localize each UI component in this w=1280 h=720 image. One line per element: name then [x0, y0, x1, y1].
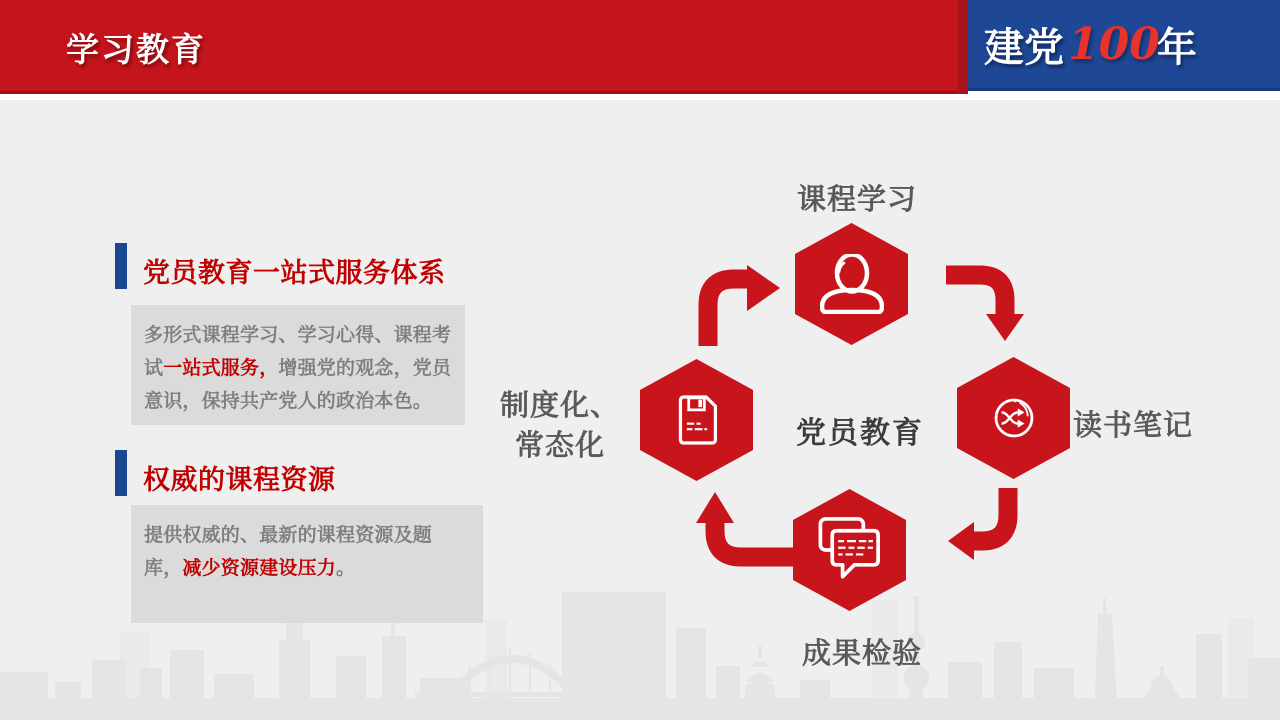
diagram-center-label: 党员教育 — [796, 417, 924, 450]
floppy-disk-icon — [674, 393, 720, 447]
node-result-check — [793, 489, 906, 611]
body-text: 提供权威的、最新的课程资源及题库， — [144, 525, 433, 579]
body-text: 。 — [336, 558, 356, 579]
section-heading: 权威的课程资源 — [143, 465, 336, 495]
body-text-highlight: 一站式服务， — [163, 358, 279, 379]
chat-bubbles-icon — [813, 514, 887, 586]
arrow-right-to-bottom — [946, 488, 1030, 570]
badge-number: 100 — [1068, 18, 1160, 70]
body-text: 增强党的观念，党员意识，保持共产党人的政治本色。 — [144, 358, 452, 412]
banner-divider — [958, 0, 968, 94]
header-blue-banner — [968, 0, 1280, 91]
node-label-institutionalize: 制度化、常态化 — [500, 390, 621, 462]
node-label-result-check: 成果检验 — [801, 638, 922, 670]
node-course-learning — [795, 223, 908, 345]
arrow-top-to-right — [946, 264, 1030, 344]
body-text: 多形式课程学习、学习心得、课程考试 — [144, 325, 452, 379]
shuffle-icon — [983, 387, 1045, 449]
arrow-left-to-top — [694, 262, 786, 348]
node-reading-notes — [957, 357, 1070, 479]
cycle-diagram — [0, 100, 1280, 720]
slide-body — [0, 100, 1280, 720]
body-text-highlight: 减少资源建设压力 — [182, 558, 337, 579]
badge-suffix: 年 — [1156, 25, 1197, 70]
node-label-course-learning: 课程学习 — [796, 184, 917, 216]
person-icon — [820, 254, 884, 314]
page-title: 学习教育 — [66, 30, 206, 68]
section-heading: 党员教育一站式服务体系 — [143, 258, 446, 288]
badge-prefix: 建党 — [984, 25, 1064, 70]
node-institutionalize — [640, 359, 753, 481]
node-label-reading-notes: 读书笔记 — [1073, 410, 1194, 442]
